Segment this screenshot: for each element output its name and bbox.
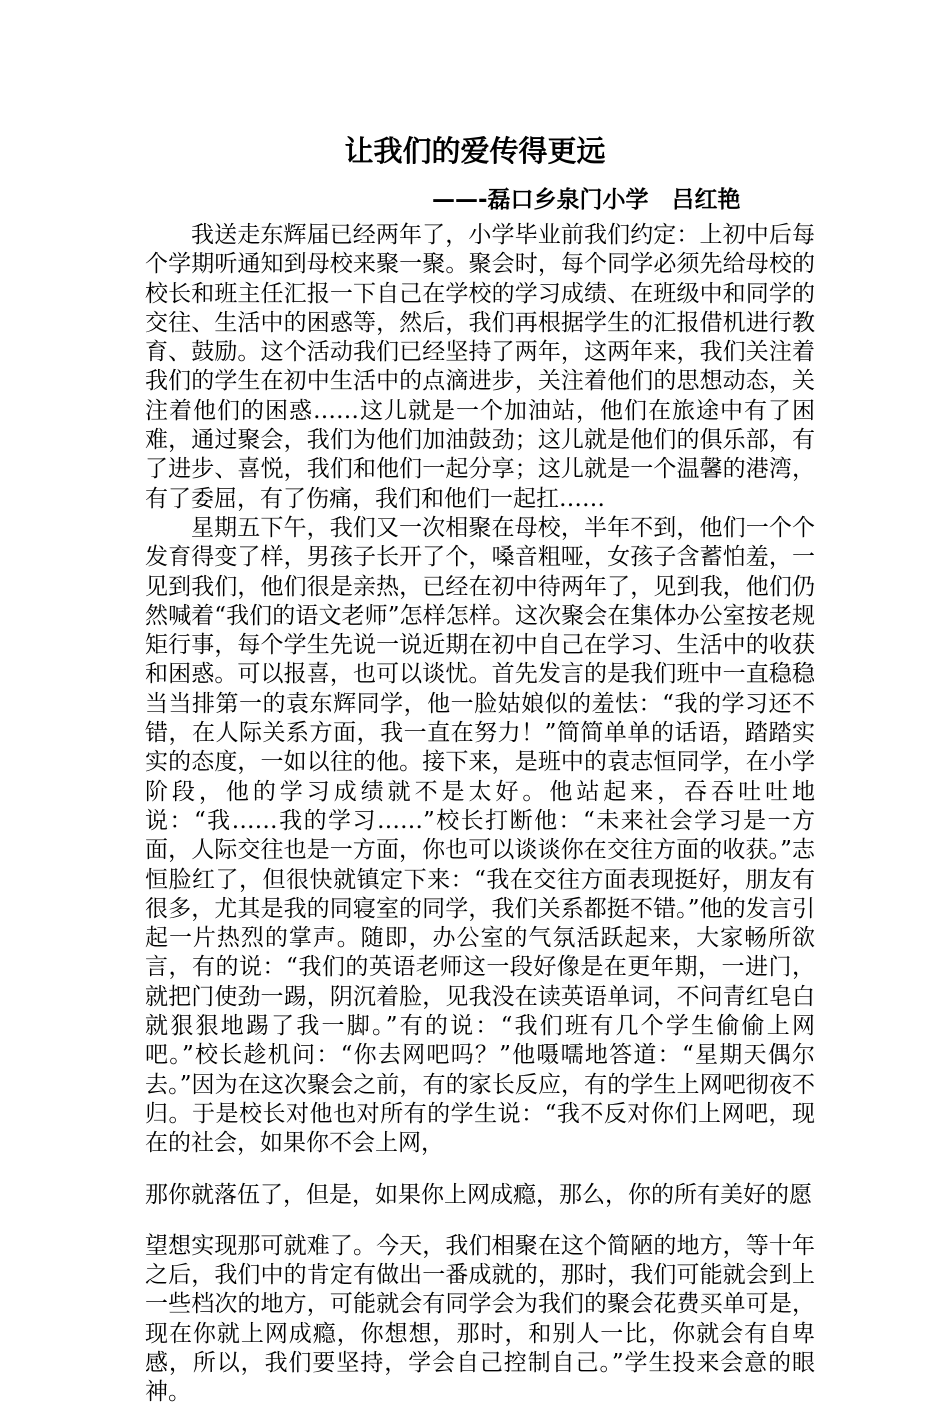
document-body [145,221,815,1408]
paragraph-1: 我送走东辉届已经两年了，小学毕业前我们约定：上初中后每个学期听通知到母校来聚一聚。聚会时，每个同学必须先给母校的校长和班主任汇报一下自己在学校的学习成绩、在班级中和同学的交往、生活中的困惑等，然后，我们再根据学生的汇报借机进行教育、鼓励。这个活动我们已经坚持了两年，这两年来，我们关注着我们的学生在初中生活中的点滴进步，关注着他们的思想动态，关注着他们的困惑……这儿就是一个加油站，他们在旅途中有了困难，通过聚会，我们为他们加油鼓劲；这儿就是他们的俱乐部，有了进步、喜悦，我们和他们一起分享；这儿就是一个温馨的港湾，有了委屈，有了伤痛，我们和他们一起扛…… [145,222,815,512]
paragraph-2-continued-line: 那你就落伍了，但是，如果你上网成瘾，那么，你的所有美好的愿 [145,1181,812,1208]
paragraph-2-continued: 望想实现那可就难了。今天，我们相聚在这个简陋的地方，等十年之后，我们中的肯定有做出一番成就的，那时，我们可能就会到上一些档次的地方，可能就会有同学会为我们的聚会花费买单可是，现在你就上网成瘾，你想想，那时，和别人一比，你就会有自卑感，所以，我们要坚持，学会自己控制自己。”学生投来会意的眼神。 [145,1232,815,1406]
document-author: ——-磊口乡泉门小学 吕红艳 [432,187,741,213]
paragraph-2: 星期五下午，我们又一次相聚在母校，半年不到，他们一个个发育得变了样，男孩子长开了个，嗓音粗哑，女孩子含蓄怕羞，一见到我们，他们很是亲热，已经在初中待两年了，见到我，他们仍然喊着“我们的语文老师”怎样怎样。这次聚会在集体办公室按老规矩行事，每个学生先说一说近期在初中自己在学习、生活中的收获和困惑。可以报喜，也可以谈忧。首先发言的是我们班中一直稳稳当当排第一的袁东辉同学，他一脸姑娘似的羞怯：“我的学习还不错，在人际关系方面，我一直在努力！”简简单单的话语，踏踏实实的态度，一如以往的他。接下来，是班中的袁志恒同学，在小学阶段，他的学习成绩就不是太好。他站起来，吞吞吐吐地说：“我……我的学习……”校长打断他：“未来社会学习是一方面，人际交往也是一方面，你也可以谈谈你在交往方面的收获。”志恒脸红了，但很快就镇定下来：“我在交往方面表现挺好，朋友有很多，尤其是我的同寝室的同学，我们关系都挺不错。”他的发言引起一片热烈的掌声。随即，办公室的气氛活跃起来，大家畅所欲言，有的说：“我们的英语老师这一段好像是在更年期，一进门，就把门使劲一踢，阴沉着脸，见我没在读英语单词，不问青红皂白就狠狠地踢了我一脚。”有的说：“我们班有几个学生偷偷上网吧。”校长趁机问：“你去网吧吗？”他嗫嚅地答道：“星期天偶尔去。”因为在这次聚会之前，有的家长反应，有的学生上网吧彻夜不归。于是校长对他也对所有的学生说：“我不反对你们上网吧，现在的社会，如果你不会上网， [145,514,815,1157]
document-title: 让我们的爱传得更远 [344,134,606,168]
